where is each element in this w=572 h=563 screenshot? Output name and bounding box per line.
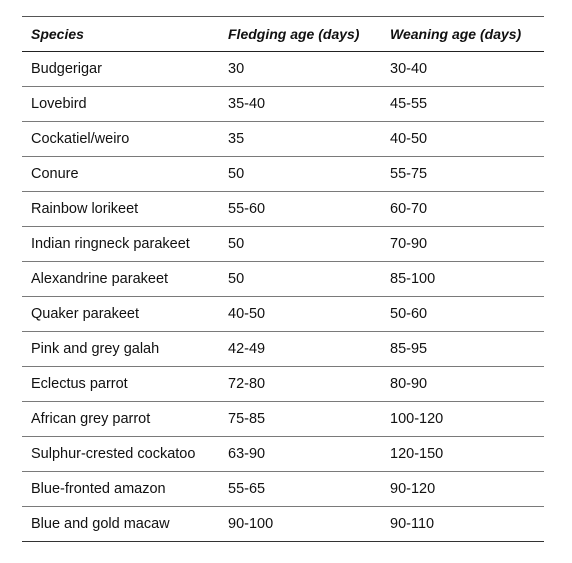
cell-fledging: 30 bbox=[228, 61, 245, 77]
cell-fledging: 50 bbox=[228, 271, 245, 287]
table-row bbox=[22, 87, 544, 122]
cell-fledging: 55-65 bbox=[228, 481, 266, 497]
cell-species: African grey parrot bbox=[31, 411, 151, 427]
cell-weaning: 90-120 bbox=[390, 481, 436, 497]
cell-fledging: 42-49 bbox=[228, 341, 266, 357]
table-row bbox=[22, 297, 544, 332]
cell-weaning: 30-40 bbox=[390, 61, 428, 77]
cell-weaning: 70-90 bbox=[390, 236, 428, 252]
cell-fledging: 50 bbox=[228, 236, 245, 252]
cell-weaning: 45-55 bbox=[390, 96, 428, 112]
cell-species: Alexandrine parakeet bbox=[31, 271, 169, 287]
species-age-table bbox=[22, 16, 544, 542]
cell-species: Pink and grey galah bbox=[31, 341, 160, 357]
table-row bbox=[22, 437, 544, 472]
cell-weaning: 40-50 bbox=[390, 131, 428, 147]
cell-weaning: 55-75 bbox=[390, 166, 428, 182]
header-row bbox=[22, 17, 544, 52]
cell-fledging: 72-80 bbox=[228, 376, 266, 392]
cell-fledging: 63-90 bbox=[228, 446, 266, 462]
table-row bbox=[22, 402, 544, 437]
cell-species: Blue-fronted amazon bbox=[31, 481, 166, 497]
header-species: Species bbox=[31, 26, 84, 42]
header-fledging-age: Fledging age (days) bbox=[228, 26, 360, 42]
cell-weaning: 120-150 bbox=[390, 446, 444, 462]
cell-weaning: 60-70 bbox=[390, 201, 428, 217]
cell-fledging: 55-60 bbox=[228, 201, 266, 217]
table-row bbox=[22, 157, 544, 192]
table-header bbox=[22, 17, 544, 52]
cell-fledging: 35-40 bbox=[228, 96, 266, 112]
table-body bbox=[22, 52, 544, 542]
cell-weaning: 85-95 bbox=[390, 341, 428, 357]
cell-weaning: 100-120 bbox=[390, 411, 444, 427]
cell-species: Quaker parakeet bbox=[31, 306, 140, 322]
table-row bbox=[22, 227, 544, 262]
cell-weaning: 80-90 bbox=[390, 376, 428, 392]
cell-species: Cockatiel/weiro bbox=[31, 131, 130, 147]
table-row bbox=[22, 262, 544, 297]
cell-weaning: 85-100 bbox=[390, 271, 436, 287]
table-row bbox=[22, 472, 544, 507]
cell-species: Rainbow lorikeet bbox=[31, 201, 139, 217]
table-row bbox=[22, 332, 544, 367]
cell-species: Budgerigar bbox=[31, 61, 102, 77]
cell-species: Conure bbox=[31, 166, 79, 182]
table-row bbox=[22, 52, 544, 87]
cell-species: Indian ringneck parakeet bbox=[31, 236, 190, 252]
cell-species: Blue and gold macaw bbox=[31, 516, 170, 532]
cell-weaning: 50-60 bbox=[390, 306, 428, 322]
cell-fledging: 75-85 bbox=[228, 411, 266, 427]
cell-weaning: 90-110 bbox=[390, 516, 435, 532]
cell-species: Sulphur-crested cockatoo bbox=[31, 446, 196, 462]
header-weaning-age: Weaning age (days) bbox=[390, 26, 522, 42]
table-row bbox=[22, 367, 544, 402]
table-row bbox=[22, 507, 544, 542]
cell-fledging: 40-50 bbox=[228, 306, 266, 322]
table-row bbox=[22, 122, 544, 157]
cell-fledging: 50 bbox=[228, 166, 245, 182]
species-age-table-container bbox=[22, 16, 544, 542]
cell-fledging: 35 bbox=[228, 131, 245, 147]
cell-species: Eclectus parrot bbox=[31, 376, 128, 392]
table-row bbox=[22, 192, 544, 227]
cell-species: Lovebird bbox=[31, 96, 87, 112]
cell-fledging: 90-100 bbox=[228, 516, 274, 532]
